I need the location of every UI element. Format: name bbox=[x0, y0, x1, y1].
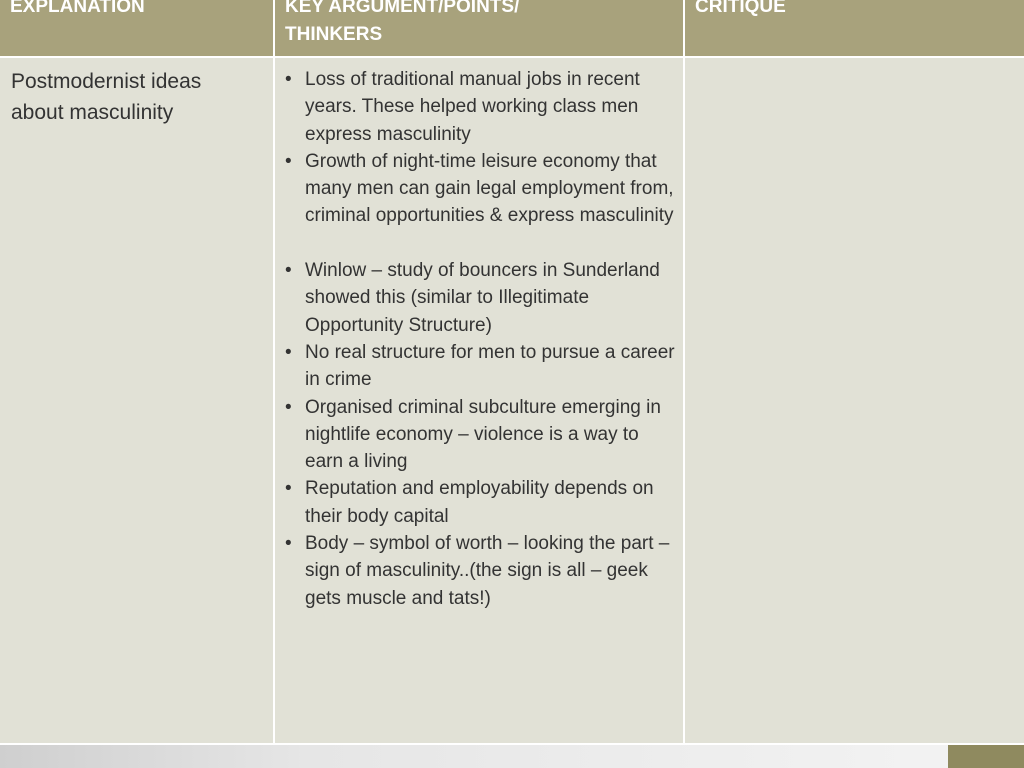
header-explanation bbox=[0, 0, 273, 56]
header-key-arguments bbox=[275, 0, 683, 56]
bullet-icon: • bbox=[285, 69, 292, 90]
list-item bbox=[285, 475, 675, 530]
header-critique bbox=[685, 0, 1024, 56]
explanation-text: Postmodernist ideas about masculinity bbox=[11, 70, 202, 124]
list-item bbox=[285, 339, 675, 394]
point-text: Loss of traditional manual jobs in recent years. These helped working class men express masculinity bbox=[305, 69, 640, 145]
header-key-arguments-label: KEY ARGUMENT/POINTS/ THINKERS bbox=[285, 0, 520, 45]
bullet-icon: • bbox=[285, 478, 292, 500]
header-explanation-label: EXPLANATION bbox=[10, 0, 145, 17]
bullet-icon: • bbox=[285, 341, 292, 363]
bullet-icon: • bbox=[285, 396, 292, 418]
point-text: Body – symbol of worth – looking the part – sign of masculinity..(the sign is all – geek gets muscle and tats!) bbox=[305, 533, 670, 609]
bullet-icon: • bbox=[285, 260, 292, 282]
footer-bar bbox=[0, 745, 1024, 768]
cell-critique bbox=[685, 58, 1024, 743]
list-item bbox=[285, 66, 675, 148]
point-text: Growth of night-time leisure economy that many men can gain legal employment from, criminal opportunities & express masculinity bbox=[305, 150, 674, 227]
bullet-icon: • bbox=[285, 150, 292, 172]
point-text: Winlow – study of bouncers in Sunderland showed this (similar to Illegitimate Opportunity Structure) bbox=[305, 260, 660, 336]
cell-explanation bbox=[0, 58, 273, 743]
bullet-icon: • bbox=[285, 533, 292, 555]
point-text: No real structure for men to pursue a career in crime bbox=[305, 341, 675, 391]
point-text: Organised criminal subculture emerging in nightlife economy – violence is a way to earn a living bbox=[305, 396, 661, 473]
header-critique-label: CRITIQUE bbox=[695, 0, 786, 17]
list-item bbox=[285, 148, 675, 230]
cell-key-arguments bbox=[275, 58, 683, 743]
list-item bbox=[285, 257, 675, 339]
footer-accent bbox=[948, 745, 1024, 768]
key-points-list bbox=[285, 66, 675, 612]
list-item bbox=[285, 394, 675, 476]
list-item bbox=[285, 530, 675, 612]
point-text: Reputation and employability depends on their body capital bbox=[305, 478, 654, 527]
